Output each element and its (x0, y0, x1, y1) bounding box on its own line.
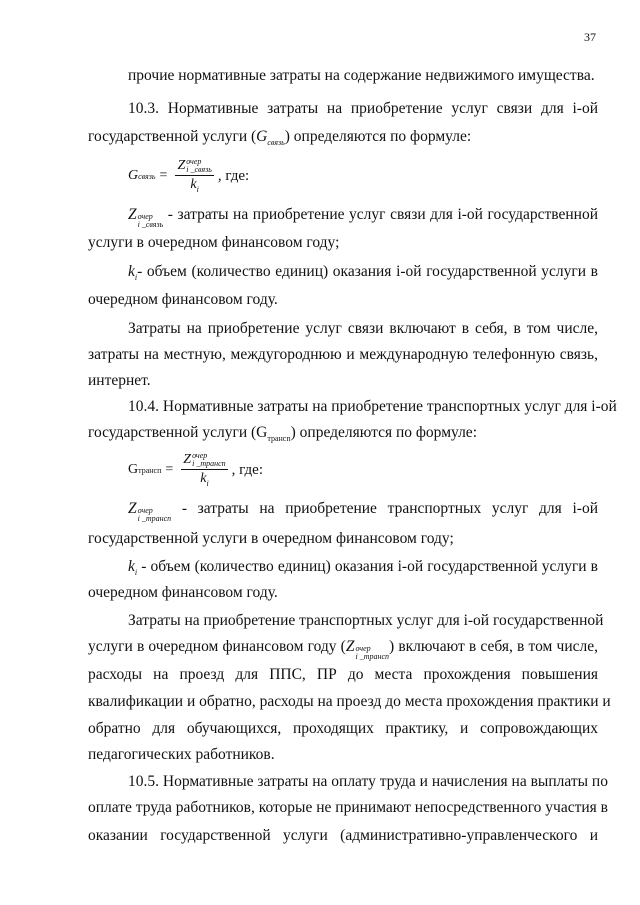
fraction: Z очер i _трансп $k_i$ (183, 451, 226, 488)
text-line: затраты на местную, междугороднюю и международную телефонную связь, (88, 346, 598, 363)
text-line: квалификации и обратно, расходы на проезд до места прохождения практики и (88, 693, 611, 710)
text-line: прочие нормативные затраты на содержание недвижимого имущества. (128, 67, 595, 84)
text-line: очередном финансовом году. (88, 291, 278, 308)
formula-g-svyaz: G связь = Z очер i _связь $k_i$ , где: (128, 157, 250, 194)
fraction: Z очер i _связь $k_i$ (177, 157, 212, 194)
text-line: $k_i-$ объем (количество единиц) оказания i-ой государственной услуги в (128, 263, 598, 282)
text-line: Затраты на приобретение транспортных услуг для i-ой государственной (128, 612, 604, 629)
text-line: педагогических работников. (88, 746, 275, 763)
section-10-5-heading: 10.5. Нормативные затраты на оплату труда и начисления на выплаты по (128, 773, 608, 790)
section-10-3-heading: 10.3. Нормативные затраты на приобретение услуг связи для i-ой (128, 100, 598, 117)
text-line: оказании государственной услуги (административно-управленческого и (88, 827, 598, 844)
text-line: расходы на проезд для ППС, ПР до места прохождения повышения (88, 666, 598, 683)
text-line: обратно для обучающихся, проходящих практику, и сопровождающих (88, 720, 598, 737)
text-line: очередном финансовом году. (88, 584, 278, 601)
text-line: государственной услуги в очередном финансовом году; (88, 530, 454, 547)
text-line: государственной услуги $(G_{связь})$ определяются по формуле: (88, 128, 472, 147)
text-line: Затраты на приобретение услуг связи включают в себя, в том числе, (128, 320, 598, 337)
text-line: услуги в очередном финансовом году; (88, 234, 340, 251)
formula-g-transp: G трансп = Z очер i _трансп $k_i$ , где: (128, 451, 263, 488)
text-line: услуги в очередном финансовом году (Z очер i _трансп ) включают в себя, в том числе, (88, 638, 598, 661)
text-line: $k_i$ - объем (количество единиц) оказания i-ой государственной услуги в (128, 558, 598, 577)
text-line: Z очер i _трансп - затраты на приобретение транспортных услуг для i-ой (128, 500, 598, 523)
text-line: оплате труда работников, которые не принимают непосредственного участия в (88, 799, 608, 816)
page-number: 37 (584, 30, 596, 44)
text-line: интернет. (88, 372, 151, 389)
text-line: государственной услуги $(G_{трансп})$ определяются по формуле: (88, 424, 477, 443)
text-line: Z очер i _связь - затраты на приобретение услуг связи для i-ой государственной (128, 206, 598, 229)
section-10-4-heading: 10.4. Нормативные затраты на приобретение транспортных услуг для i-ой (128, 398, 617, 415)
